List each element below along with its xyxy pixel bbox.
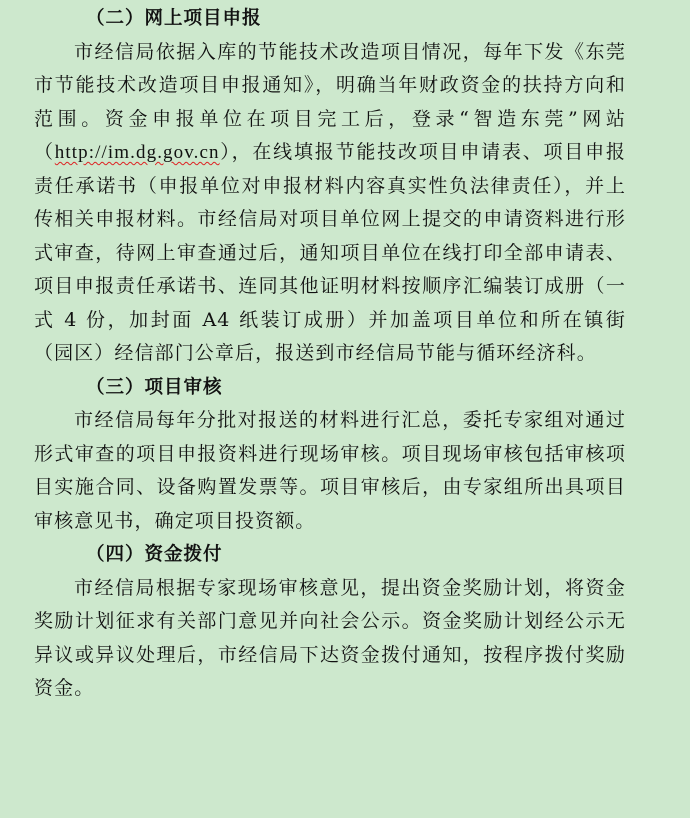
section-paragraph-project-review: 市经信局每年分批对报送的材料进行汇总，委托专家组对通过形式审查的项目申报资料进行现场审核。项目现场审核包括审核项目实施合同、设备购置发票等。项目审核后，由专家组所出具项目审核意见书，确定项目投资额。 — [34, 409, 626, 532]
section-paragraph-fund-disbursement: 市经信局根据专家现场审核意见，提出资金奖励计划，将资金奖励计划征求有关部门意见并向社会公示。资金奖励计划经公示无异议或异议处理后，市经信局下达资金拨付通知，按程序拨付奖励资金。 — [34, 576, 626, 699]
section-heading-project-review: （三）项目审核 — [86, 376, 223, 398]
paragraph-text: 市经信局依据入库的节能技术改造项目情况，每年下发《东莞市节能技术改造项目申报通知》，明确当年财政资金的扶持方向和范围。资金申报单位在项目完工后，登录“智造东莞”网站（ — [34, 40, 626, 163]
section-paragraph-online-application — [34, 36, 626, 371]
website-link[interactable]: http://im.dg.gov.cn — [54, 142, 220, 163]
section-heading-online-application: （二）网上项目申报 — [86, 8, 262, 29]
section-heading-fund-disbursement: （四）资金拨付 — [86, 544, 223, 565]
paragraph-text: ），在线填报节能技改项目申请表、项目申报责任承诺书（申报单位对申报材料内容真实性负法律责任），并上传相关申报材料。市经信局对项目单位网上提交的申请资料进行形式审查，待网上审查通过后，通知项目单位在线打印全部申请表、项目申报责任承诺书、连同其他证明材料按顺序汇编装订成册（一式 4 份，加封面 A4 纸装订成册）并加盖项目单位和所在镇街（园区）经信部门公章后，报送到市经信局节能与循环经济科。 — [34, 141, 626, 364]
